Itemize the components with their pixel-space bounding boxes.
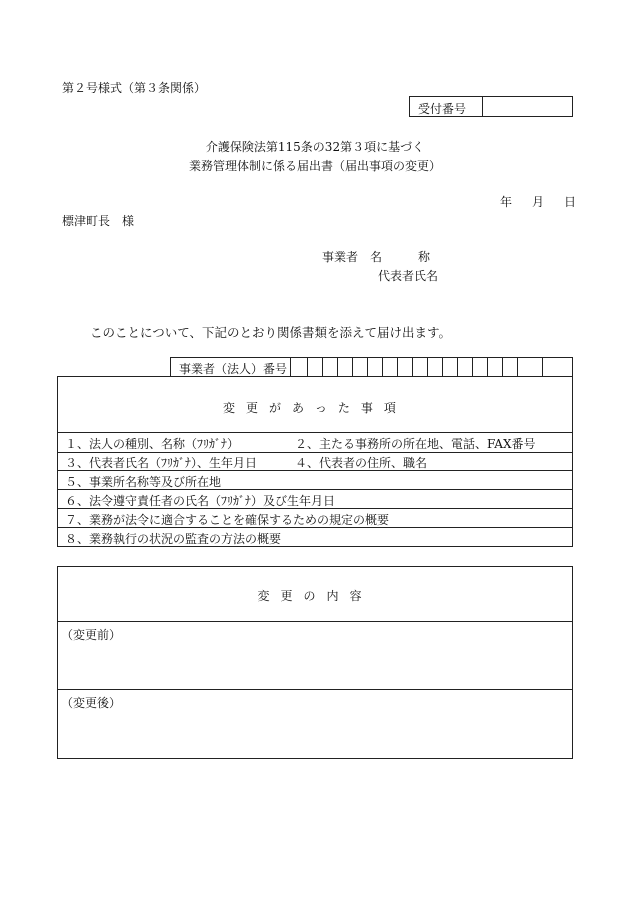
before-label: （変更前） xyxy=(61,628,122,642)
item-8: ８、業務執行の状況の監査の方法の概要 xyxy=(65,532,282,546)
item-2: ２、主たる事務所の所在地、電話、FAX番号 xyxy=(295,437,536,451)
addressee: 標津町長 様 xyxy=(62,214,135,228)
intro-text: このことについて、下記のとおり関係書類を添えて届け出ます。 xyxy=(90,325,452,340)
applicant-name-label: 事業者 名 称 xyxy=(322,250,431,264)
receipt-number-field[interactable] xyxy=(482,97,571,116)
form-code: 第２号様式（第３条関係） xyxy=(62,81,207,95)
changed-items-table xyxy=(57,376,573,547)
business-number-field[interactable] xyxy=(290,358,572,376)
after-field[interactable] xyxy=(58,708,572,758)
item-6: ６、法令遵守責任者の氏名（ﾌﾘｶﾞﾅ）及び生年月日 xyxy=(65,494,336,508)
date-line: 年 月 日 xyxy=(500,195,581,209)
item-7: ７、業務が法令に適合することを確保するための規定の概要 xyxy=(65,513,390,527)
business-number-label: 事業者（法人）番号 xyxy=(179,362,288,376)
changed-items-header: 変更があった事項 xyxy=(223,401,407,415)
representative-name-label: 代表者氏名 xyxy=(378,269,439,283)
receipt-number-label: 受付番号 xyxy=(418,102,467,116)
change-content-header: 変更の内容 xyxy=(257,589,373,603)
title-line-1: 介護保険法第115条の32第３項に基づく xyxy=(205,140,425,154)
item-1: １、法人の種別、名称（ﾌﾘｶﾞﾅ） xyxy=(65,437,240,451)
before-field[interactable] xyxy=(58,640,572,688)
title-line-2: 業務管理体制に係る届出書（届出事項の変更） xyxy=(188,159,441,173)
item-5: ５、事業所名称等及び所在地 xyxy=(65,475,222,489)
item-3: ３、代表者氏名（ﾌﾘｶﾞﾅ）、生年月日 xyxy=(65,456,258,470)
after-label: （変更後） xyxy=(61,696,122,710)
item-4: ４、代表者の住所、職名 xyxy=(295,456,428,470)
